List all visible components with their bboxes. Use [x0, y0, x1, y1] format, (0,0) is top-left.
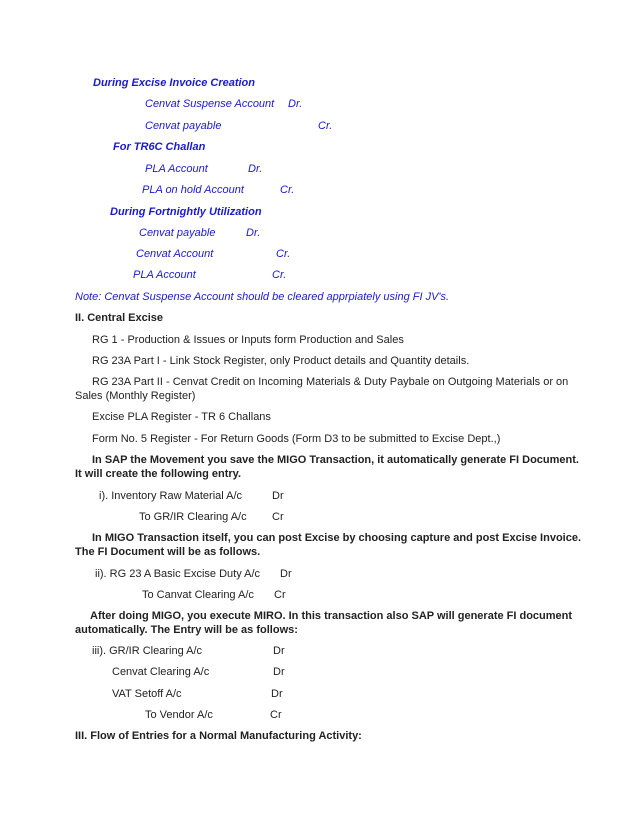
entry5-account: iii). GR/IR Clearing A/c [92, 645, 203, 657]
fortnightly-line3-account: PLA Account [133, 269, 196, 281]
entry5-side: Dr [273, 645, 285, 657]
entry4-side: Cr [274, 589, 286, 601]
miro-paragraph-line1: After doing MIGO, you execute MIRO. In this transaction also SAP will generate FI document [90, 610, 573, 622]
suspense-note: Note: Cenvat Suspense Account should be cleared apprpiately using FI JV's. [75, 291, 450, 303]
tr6c-line2-account: PLA on hold Account [142, 184, 244, 196]
excise-invoice-line2-account: Cenvat payable [145, 120, 222, 132]
entry6-side: Dr [273, 666, 285, 678]
excise-invoice-heading: During Excise Invoice Creation [93, 77, 255, 89]
miro-paragraph-line2: automatically. The Entry will be as follows: [75, 624, 298, 636]
entry7-account: VAT Setoff A/c [112, 688, 182, 700]
excise-invoice-line1-account: Cenvat Suspense Account [145, 98, 275, 110]
entry7-side: Dr [271, 688, 283, 700]
register-rg23a-part2: RG 23A Part II - Cenvat Credit on Incoming Materials & Duty Paybale on Outgoing Materials or on [92, 376, 569, 388]
fortnightly-heading: During Fortnightly Utilization [110, 206, 262, 218]
entry2-account: To GR/IR Clearing A/c [139, 511, 247, 523]
fortnightly-line1-side: Dr. [246, 227, 261, 239]
entry8-side: Cr [270, 709, 282, 721]
migo-paragraph-line2: It will create the following entry. [75, 468, 242, 480]
fortnightly-line2-side: Cr. [276, 248, 291, 260]
entry3-account: ii). RG 23 A Basic Excise Duty A/c [95, 568, 261, 580]
migo-excise-line1: In MIGO Transaction itself, you can post Excise by choosing capture and post Excise Invoice. [92, 532, 582, 544]
register-form5: Form No. 5 Register - For Return Goods (Form D3 to be submitted to Excise Dept.,) [92, 433, 501, 445]
entry4-account: To Canvat Clearing A/c [142, 589, 254, 601]
entry1-account: i). Inventory Raw Material A/c [99, 490, 243, 502]
fortnightly-line3-side: Cr. [272, 269, 287, 281]
register-rg23a-part1: RG 23A Part I - Link Stock Register, only Product details and Quantity details. [92, 355, 470, 367]
entry8-account: To Vendor A/c [145, 709, 213, 721]
entry2-side: Cr [272, 511, 284, 523]
register-excise-pla: Excise PLA Register - TR 6 Challans [92, 411, 271, 423]
entry6-account: Cenvat Clearing A/c [112, 666, 210, 678]
tr6c-heading: For TR6C Challan [113, 141, 206, 153]
migo-paragraph-line1: In SAP the Movement you save the MIGO Transaction, it automatically generate FI Document. [92, 454, 579, 466]
tr6c-line1-side: Dr. [248, 163, 263, 175]
excise-invoice-line1-side: Dr. [288, 98, 303, 110]
tr6c-line2-side: Cr. [280, 184, 295, 196]
entry3-side: Dr [280, 568, 292, 580]
entry1-side: Dr [272, 490, 284, 502]
fortnightly-line2-account: Cenvat Account [136, 248, 214, 260]
tr6c-line1-account: PLA Account [145, 163, 208, 175]
register-rg1: RG 1 - Production & Issues or Inputs form Production and Sales [92, 334, 404, 346]
excise-invoice-line2-side: Cr. [318, 120, 333, 132]
register-rg23a-part2-cont: Sales (Monthly Register) [75, 390, 196, 402]
migo-excise-line2: The FI Document will be as follows. [75, 546, 261, 558]
section-2-heading: II. Central Excise [75, 312, 164, 324]
fortnightly-line1-account: Cenvat payable [139, 227, 216, 239]
section-3-heading: III. Flow of Entries for a Normal Manufacturing Activity: [75, 730, 362, 742]
